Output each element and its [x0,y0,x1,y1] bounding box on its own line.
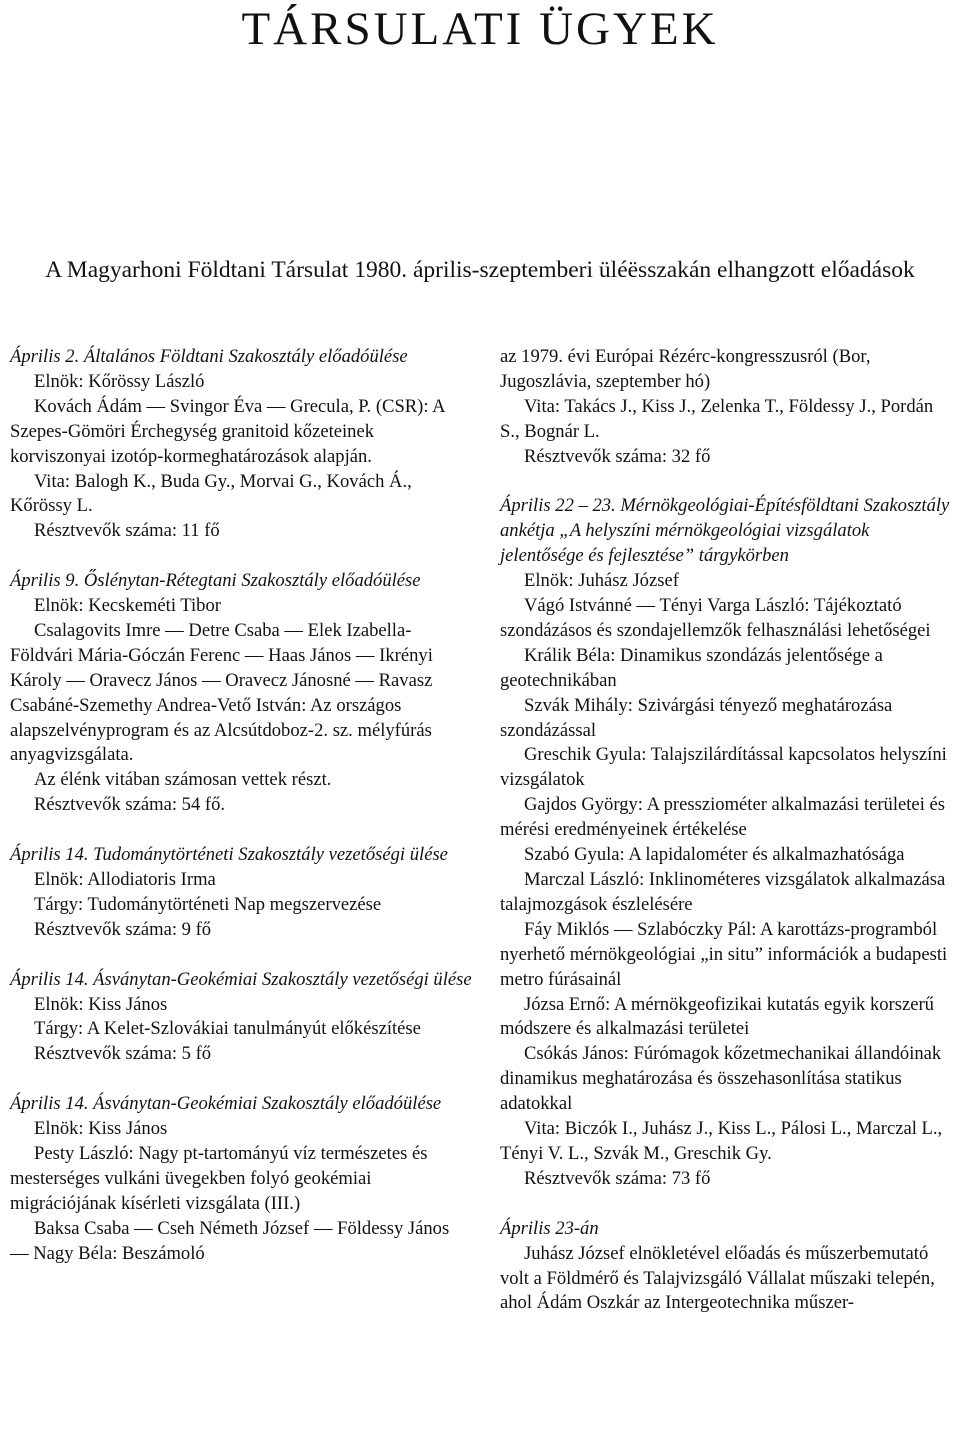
entry-line: Józsa Ernő: A mérnökgeofizikai kutatás egyik korszerű módszere és alkalmazási területei [500,993,934,1040]
entry-line: Szabó Gyula: A lapidalométer és alkalmazhatósága [524,844,905,866]
entry-heading: Április 2. Általános Földtani Szakosztály előadóülése [10,346,408,367]
entry-line: Elnök: Juhász József [524,570,679,592]
entry-line: az 1979. évi Európai Rézérc-kongresszusról (Bor, Jugoszlávia, szeptember hó) [500,346,871,392]
entry-line: Elnök: Kiss János [34,1118,168,1140]
entry [500,1217,950,1317]
entry-line: Vita: Biczók I., Juhász J., Kiss L., Pálosi L., Marczal L., Tényi V. L., Szvák M., Greschik Gy. [500,1118,943,1164]
entry [500,494,950,1191]
entry-heading: Április 9. Őslénytan-Rétegtani Szakosztály előadóülése [10,570,421,592]
entry-line: Résztvevők száma: 54 fő. [34,794,226,816]
entry-line: Elnök: Kiss János [34,993,168,1015]
entry-line: Az élénk vitában számosan vettek részt. [34,769,332,791]
entry [10,345,472,544]
entry-line: Csókás János: Fúrómagok kőzetmechanikai állandóinak dinamikus meghatározása és összehasonlítása statikus adatokkal [500,1043,942,1115]
entry-line: Elnök: Allodiatoris Irma [34,869,216,890]
entry-line: Pesty László: Nagy pt-tartományú víz természetes és mesterséges vulkáni üvegekben folyó geokémiai migrációjának kísérleti vizsgálata (III.) [10,1142,428,1214]
entry-line: Marczal László: Inklinométeres vizsgálatok alkalmazása talajmozgások észlelésére [500,869,946,915]
entry-line: Elnök: Kőrössy László [34,370,205,392]
entry-heading: Április 14. Ásványtan-Geokémiai Szakosztály előadóülése [10,1093,442,1115]
entry-line: Szvák Mihály: Szivárgási tényező meghatározása szondázással [500,694,893,741]
entry-line: Vita: Balogh K., Buda Gy., Morvai G., Kovách Á., Kőrössy L. [10,470,412,517]
entry-line: Tárgy: A Kelet-Szlovákiai tanulmányút előkészítése [34,1018,421,1040]
entry-line: Vágó Istvánné — Tényi Varga László: Tájékoztató szondázásos és szondajellemzők felhasználási lehetőségei [500,595,931,641]
entry-line: Fáy Miklós — Szlabóczky Pál: A karottázs-programból nyerhető mérnökgeológiai „in situ” információk a budapesti metro fúrásainál [500,918,948,990]
entry-heading: Április 14. Ásványtan-Geokémiai Szakosztály vezetőségi ülése [10,968,472,990]
entry-line: Tárgy: Tudománytörténeti Nap megszervezése [34,893,382,915]
entry-line: Résztvevők száma: 73 fő [524,1167,711,1189]
entry-line: Gajdos György: A pressziométer alkalmazási területei és mérési eredményeinek értékelése [500,794,945,841]
entry-line: Králik Béla: Dinamikus szondázás jelentősége a geotechnikában [500,644,883,691]
entry-line: Baksa Csaba — Cseh Németh József — Földessy János — Nagy Béla: Beszámoló [10,1217,450,1264]
entry [10,1092,472,1266]
entry-heading: Április 14. Tudománytörténeti Szakosztály vezetőségi ülése [10,844,448,866]
entry-line: Résztvevők száma: 11 fő [34,520,220,542]
entry-line: Greschik Gyula: Talajszilárdítással kapcsolatos helyszíni vizsgálatok [500,744,947,791]
entry-line: Csalagovits Imre — Detre Csaba — Elek Izabella-Földvári Mária-Góczán Ferenc — Haas János — Ikrényi Károly — Oravecz János — Oravecz Jánosné — Ravasz Csabáné-Szemethy Andrea-Vető István: Az országos alapszelvényprogram és az Alcsútdoboz-2. sz. mélyfúrás anyagvizsgálata. [10,619,433,766]
right-column [500,345,950,1341]
entry-line: Résztvevők száma: 9 fő [34,918,212,940]
entry-heading: Április 22 – 23. Mérnökgeológiai-Építésföldtani Szakosztály ankétja „A helyszíni mérnökgeológiai vizsgálatok jelentősége és fejlesztése” tárgykörben [500,495,950,567]
entry-line: Juhász József elnökletével előadás és műszerbemutató volt a Földmérő és Talajvizsgáló Vállalat műszaki telepén, ahol Ádám Oszkár az Intergeotechnika műszer- [500,1242,935,1314]
entry [10,968,472,1068]
page-subtitle: A Magyarhoni Földtani Társulat 1980. április-szeptemberi üléësszakán elhangzott előadások [45,257,915,283]
entry-line: Résztvevők száma: 5 fő [34,1043,212,1065]
page-title: TÁRSULATI ÜGYEK [241,3,719,55]
entry-line: Elnök: Kecskeméti Tibor [34,595,221,617]
entry-heading: Április 23-án [500,1217,599,1239]
entry [500,345,950,470]
entry-line: Vita: Takács J., Kiss J., Zelenka T., Földessy J., Pordán S., Bognár L. [500,395,934,442]
entry-line: Résztvevők száma: 32 fő [524,445,711,467]
left-column [10,345,472,1291]
entry-line: Kovách Ádám — Svingor Éva — Grecula, P. (CSR): A Szepes-Gömöri Érchegység granitoid kőzeteinek korviszonyai izotóp-kormeghatározások alapján. [10,395,445,467]
entry [10,569,472,818]
entry [10,843,472,943]
